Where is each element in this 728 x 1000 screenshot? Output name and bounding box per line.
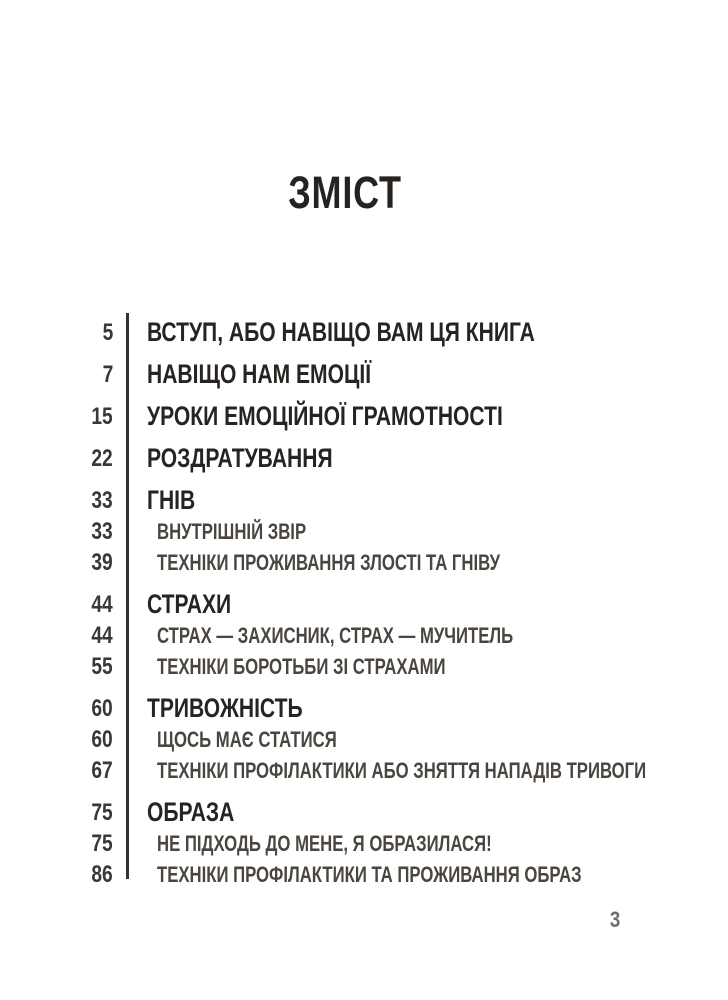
toc-entry [0,443,728,474]
toc-entry-title [113,443,728,474]
toc-entry-title [113,485,728,516]
toc-entry-page-number [0,724,113,755]
toc-entry-title [113,620,728,651]
toc-entry-title [113,651,728,682]
toc-entry-page-number-text: 44 [91,591,113,618]
toc-entry [0,797,728,828]
toc-entry [0,651,728,682]
toc-entry-page-number [0,693,113,724]
toc-entry-page-number [0,620,113,651]
toc-entry-page-number [0,485,113,516]
toc-entry-page-number [0,443,113,474]
toc-entry-title-text: ТЕХНІКИ ПРОФІЛАКТИКИ АБО ЗНЯТТЯ НАПАДІВ ТРИВОГИ [157,758,647,783]
toc-entry-title [113,317,728,348]
toc-entry-page-number-text: 60 [91,726,113,753]
toc-entry-title [113,755,728,786]
toc-list [0,317,728,890]
toc-entry-title-text: ТЕХНІКИ ПРОЖИВАННЯ ЗЛОСТІ ТА ГНІВУ [157,550,500,575]
toc-entry-page-number [0,651,113,682]
toc-entry-page-number-text: 86 [91,861,113,888]
toc-entry-page-number [0,547,113,578]
toc-entry-page-number-text: 33 [91,518,113,545]
toc-entry-title-text: УРОКИ ЕМОЦІЙНОЇ ГРАМОТНОСТІ [147,401,503,431]
toc-entry [0,589,728,620]
page-title-text: ЗМІСТ [288,167,402,218]
toc-entry-page-number [0,755,113,786]
toc-entry [0,359,728,390]
toc-entry-title [113,797,728,828]
toc-entry-title [113,859,728,890]
toc-entry-title [113,693,728,724]
toc-entry-title-text: РОЗДРАТУВАННЯ [147,443,333,473]
toc-entry-title-text: НАВІЩО НАМ ЕМОЦІЇ [147,359,372,389]
toc-entry-page-number-text: 67 [91,757,113,784]
toc-entry-title-text: ТЕХНІКИ ПРОФІЛАКТИКИ ТА ПРОЖИВАННЯ ОБРАЗ [157,862,582,887]
toc-entry-title-text: ТРИВОЖНІСТЬ [147,693,303,723]
toc-entry-title-text: ЩОСЬ МАЄ СТАТИСЯ [157,727,337,752]
toc-entry-title-text: ТЕХНІКИ БОРОТЬБИ ЗІ СТРАХАМИ [157,654,446,679]
toc-entry [0,859,728,890]
toc-entry-title [113,589,728,620]
toc-entry-page-number-text: 44 [91,622,113,649]
toc-entry [0,516,728,547]
toc-entry-page-number [0,317,113,348]
toc-entry-page-number [0,797,113,828]
toc-entry [0,485,728,516]
toc-entry [0,755,728,786]
toc-entry-page-number [0,516,113,547]
toc-entry [0,693,728,724]
toc-entry-title-text: ВСТУП, АБО НАВІЩО ВАМ ЦЯ КНИГА [147,317,535,347]
toc-entry-page-number-text: 22 [91,445,113,472]
toc-entry [0,724,728,755]
toc-entry-title [113,547,728,578]
toc-entry-page-number-text: 60 [91,695,113,722]
toc-entry-title-text: СТРАХ — ЗАХИСНИК, СТРАХ — МУЧИТЕЛЬ [157,623,514,648]
toc-entry-title [113,401,728,432]
toc-entry-page-number-text: 15 [91,403,113,430]
toc-entry [0,828,728,859]
page-title [0,167,690,218]
toc-entry-title-text: ГНІВ [147,485,196,515]
toc-entry-page-number-text: 75 [91,830,113,857]
toc-entry [0,401,728,432]
toc-entry-page-number-text: 33 [91,487,113,514]
toc-entry-title [113,516,728,547]
toc-entry-title-text: СТРАХИ [147,589,232,619]
toc-entry [0,620,728,651]
toc-entry-title-text: ОБРАЗА [147,797,235,827]
toc-entry-page-number-text: 5 [102,319,113,346]
toc-entry-title-text: НЕ ПІДХОДЬ ДО МЕНЕ, Я ОБРАЗИЛАСЯ! [157,831,492,856]
toc-entry-page-number [0,589,113,620]
toc-entry-title [113,359,728,390]
toc-entry-title [113,828,728,859]
toc-entry-page-number-text: 39 [91,549,113,576]
folio-page-number-text: 3 [609,907,621,932]
toc-entry-page-number [0,401,113,432]
toc-entry-page-number [0,359,113,390]
toc-entry [0,547,728,578]
toc-entry [0,317,728,348]
toc-entry-page-number-text: 7 [102,361,113,388]
toc-entry-page-number-text: 75 [91,799,113,826]
toc-entry-title [113,724,728,755]
folio-page-number [601,907,629,933]
toc-entry-title-text: ВНУТРІШНІЙ ЗВІР [157,519,307,544]
toc-entry-page-number [0,828,113,859]
toc-entry-page-number [0,859,113,890]
toc-entry-page-number-text: 55 [91,653,113,680]
